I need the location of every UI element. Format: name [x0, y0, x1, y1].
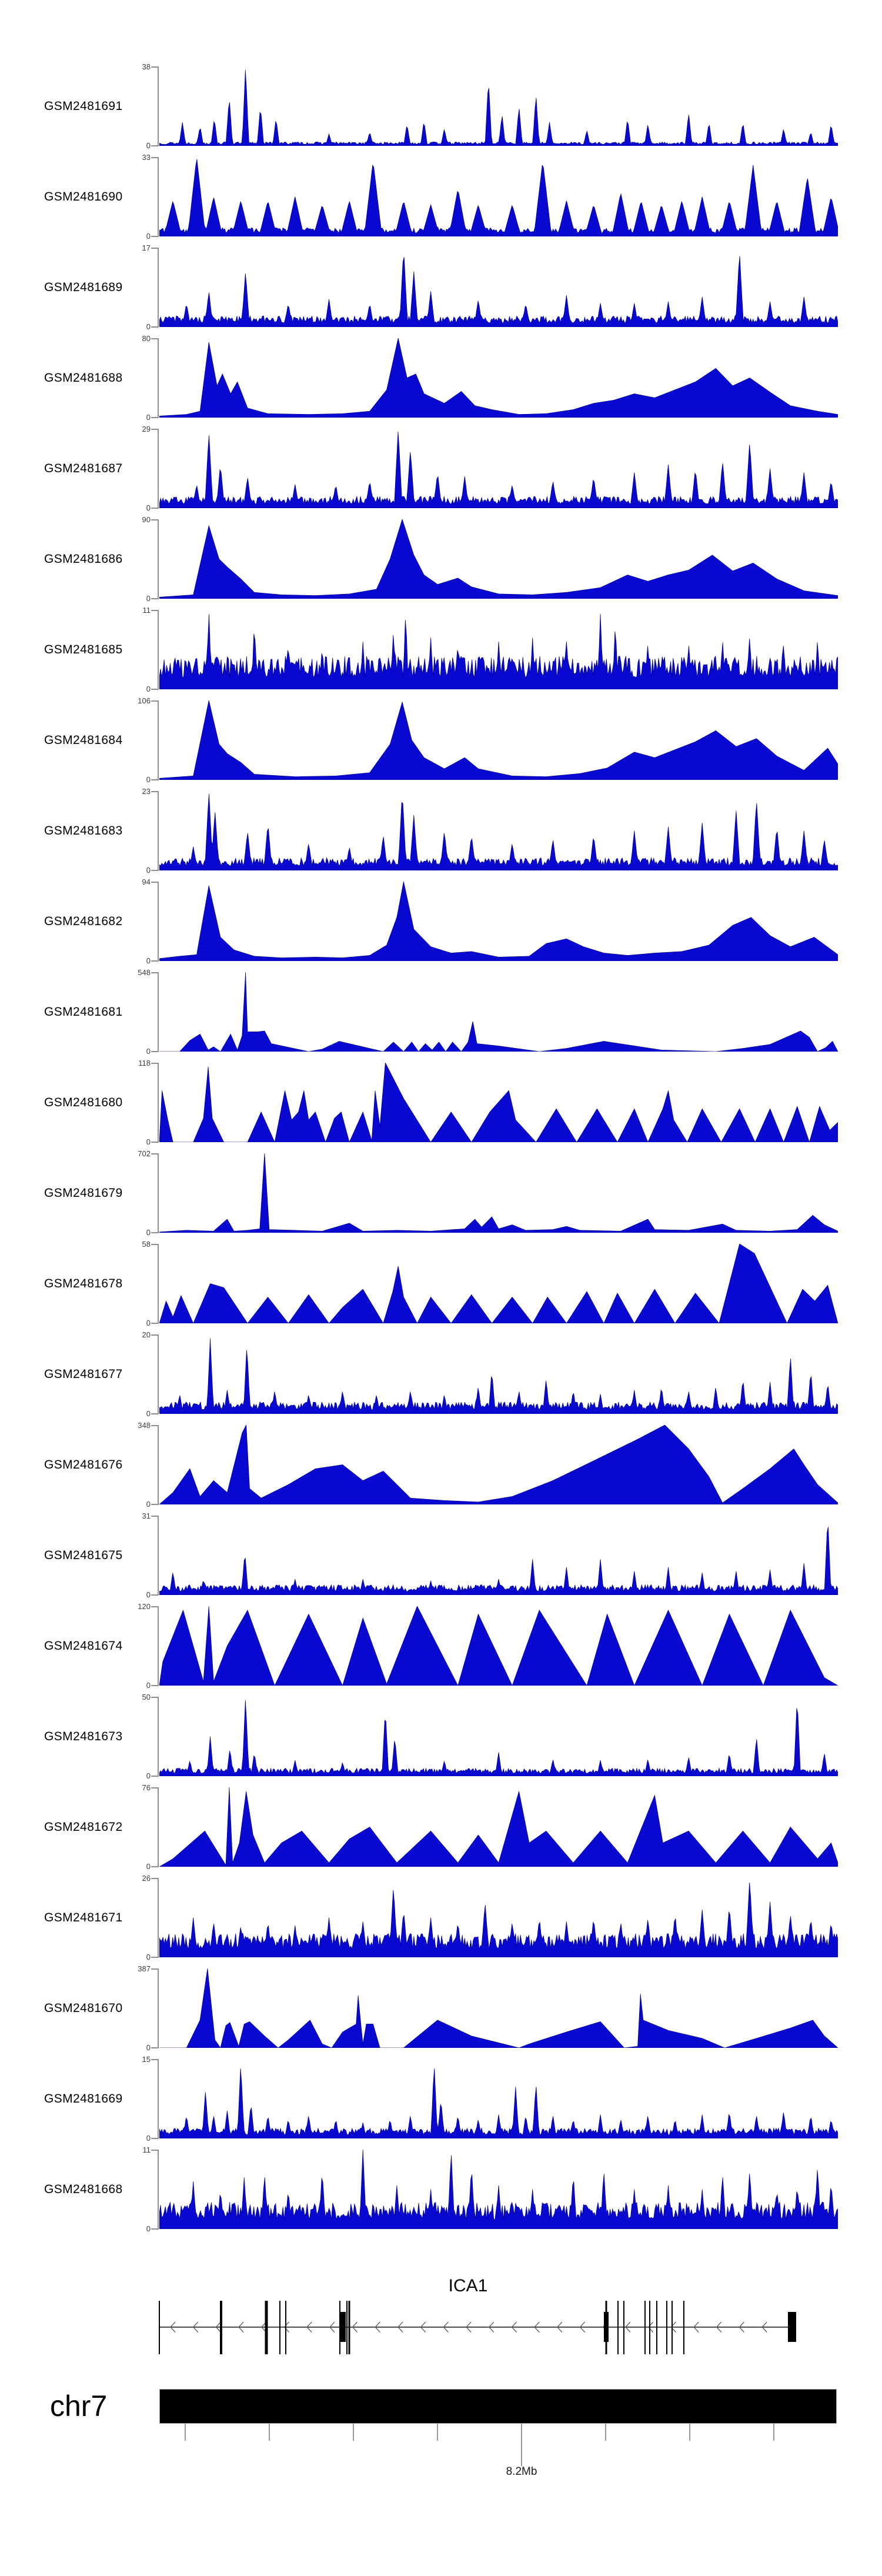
- track-label: GSM2481671: [44, 1911, 123, 1924]
- track-yaxis-tick-top: [151, 1697, 158, 1698]
- track-yaxis-line: [158, 1787, 159, 1867]
- track-yaxis-tick-top: [151, 429, 158, 430]
- coverage-track-row: [0, 1511, 882, 1599]
- track-yaxis-tick-top: [151, 1878, 158, 1879]
- track-yaxis-tick-bottom: [151, 1685, 158, 1686]
- track-label: GSM2481691: [44, 99, 123, 113]
- track-yaxis-tick-top: [151, 1968, 158, 1970]
- gene-title: ICA1: [448, 2276, 488, 2295]
- coverage-track-row: [0, 1602, 882, 1690]
- track-ymax-label: 348: [138, 1421, 151, 1430]
- track-label: GSM2481688: [44, 371, 123, 385]
- coverage-track-row: [0, 1874, 882, 1961]
- track-yaxis-line: [158, 882, 159, 962]
- track-yaxis-tick-bottom: [151, 1142, 158, 1143]
- track-yaxis-tick-bottom: [151, 689, 158, 690]
- track-ymin-label: 0: [146, 1500, 151, 1509]
- exon-line: [649, 2301, 650, 2354]
- track-ymax-label: 31: [142, 1511, 151, 1520]
- track-ymax-label: 20: [142, 1330, 151, 1339]
- coverage-track-row: [0, 62, 882, 150]
- track-ymin-label: 0: [146, 685, 151, 693]
- track-yaxis-tick-top: [151, 1244, 158, 1245]
- exon-box: [339, 2312, 346, 2342]
- track-ymax-label: 58: [142, 1240, 151, 1249]
- track-label: GSM2481674: [44, 1639, 123, 1653]
- track-ymin-label: 0: [146, 1771, 151, 1780]
- track-yaxis-tick-bottom: [151, 1594, 158, 1596]
- track-label: GSM2481680: [44, 1096, 123, 1109]
- track-ymax-label: 38: [142, 62, 151, 71]
- coverage-waveform: [159, 1606, 838, 1686]
- track-ymax-label: 29: [142, 425, 151, 433]
- track-yaxis-tick-bottom: [151, 1413, 158, 1414]
- coverage-waveform: [159, 1244, 838, 1323]
- coverage-waveform: [159, 519, 838, 599]
- track-label: GSM2481672: [44, 1820, 123, 1834]
- track-label: GSM2481684: [44, 733, 123, 747]
- track-label: GSM2481687: [44, 462, 123, 475]
- track-yaxis-tick-top: [151, 1153, 158, 1154]
- coverage-track-row: [0, 1059, 882, 1146]
- coverage-waveform: [159, 429, 838, 508]
- track-yaxis-tick-top: [151, 66, 158, 68]
- track-label: GSM2481689: [44, 281, 123, 294]
- track-ymin-label: 0: [146, 956, 151, 965]
- coverage-track-row: [0, 1421, 882, 1509]
- track-ymin-label: 0: [146, 1590, 151, 1599]
- track-yaxis-line: [158, 1606, 159, 1686]
- coverage-track-row: [0, 425, 882, 512]
- coverage-track-row: [0, 515, 882, 603]
- exon-line: [617, 2301, 619, 2354]
- track-ymax-label: 118: [138, 1059, 151, 1067]
- exon-line: [683, 2301, 684, 2354]
- gene-model: [153, 2295, 847, 2357]
- chromosome-ideogram: [159, 2389, 837, 2424]
- track-ymin-label: 0: [146, 322, 151, 331]
- track-yaxis-tick-bottom: [151, 417, 158, 418]
- track-yaxis-tick-bottom: [151, 2138, 158, 2139]
- exon-line: [656, 2301, 657, 2354]
- track-yaxis-tick-bottom: [151, 960, 158, 962]
- exon-line: [644, 2301, 646, 2354]
- track-yaxis-line: [158, 1697, 159, 1777]
- track-label: GSM2481668: [44, 2183, 123, 2196]
- coverage-waveform: [159, 1787, 838, 1867]
- track-yaxis-tick-top: [151, 2059, 158, 2060]
- track-yaxis-tick-top: [151, 791, 158, 792]
- coverage-waveform: [159, 1334, 838, 1414]
- track-label: GSM2481677: [44, 1367, 123, 1381]
- track-ymin-label: 0: [146, 1137, 151, 1146]
- track-ymin-label: 0: [146, 503, 151, 512]
- track-yaxis-line: [158, 66, 159, 146]
- track-yaxis-line: [158, 1063, 159, 1143]
- track-yaxis-tick-bottom: [151, 870, 158, 871]
- track-ymax-label: 106: [138, 696, 151, 705]
- track-ymin-label: 0: [146, 1862, 151, 1871]
- track-ymin-label: 0: [146, 1319, 151, 1327]
- track-label: GSM2481679: [44, 1186, 123, 1200]
- track-yaxis-tick-top: [151, 700, 158, 702]
- track-ymax-label: 76: [142, 1783, 151, 1792]
- track-label: GSM2481673: [44, 1730, 123, 1743]
- track-label: GSM2481685: [44, 643, 123, 656]
- track-yaxis-tick-top: [151, 1787, 158, 1788]
- track-yaxis-line: [158, 700, 159, 780]
- track-yaxis-line: [158, 1516, 159, 1596]
- track-yaxis-line: [158, 519, 159, 599]
- exon-box: [788, 2312, 796, 2342]
- coverage-track-row: [0, 1783, 882, 1871]
- coverage-waveform: [159, 2059, 838, 2138]
- coverage-track-row: [0, 968, 882, 1056]
- coverage-waveform: [159, 1425, 838, 1504]
- track-ymax-label: 80: [142, 334, 151, 343]
- track-ymin-label: 0: [146, 2134, 151, 2143]
- track-yaxis-line: [158, 429, 159, 509]
- track-yaxis-line: [158, 1968, 159, 2048]
- track-yaxis-line: [158, 2059, 159, 2139]
- coverage-track-row: [0, 787, 882, 875]
- coverage-track-row: [0, 606, 882, 693]
- coverage-track-row: [0, 1330, 882, 1418]
- track-yaxis-line: [158, 248, 159, 328]
- exon-line: [279, 2301, 280, 2354]
- track-yaxis-tick-bottom: [151, 1323, 158, 1324]
- track-yaxis-tick-top: [151, 1516, 158, 1517]
- track-yaxis-tick-top: [151, 519, 158, 520]
- coverage-track-row: [0, 153, 882, 241]
- track-ymax-label: 23: [142, 787, 151, 796]
- track-ymin-label: 0: [146, 866, 151, 875]
- exon-line: [265, 2301, 268, 2354]
- track-ymin-label: 0: [146, 232, 151, 241]
- coverage-track-row: [0, 877, 882, 965]
- track-ymax-label: 94: [142, 877, 151, 886]
- track-yaxis-line: [158, 1334, 159, 1414]
- track-yaxis-tick-bottom: [151, 779, 158, 780]
- gene-body-line: [159, 2327, 796, 2328]
- track-ymin-label: 0: [146, 141, 151, 150]
- coverage-waveform: [159, 1697, 838, 1776]
- track-yaxis-tick-top: [151, 610, 158, 611]
- exon-line: [285, 2301, 286, 2354]
- track-ymax-label: 15: [142, 2055, 151, 2064]
- coverage-track-row: [0, 1240, 882, 1327]
- coverage-waveform: [159, 700, 838, 780]
- coverage-track-row: [0, 1964, 882, 2052]
- track-label: GSM2481678: [44, 1277, 123, 1290]
- track-yaxis-tick-top: [151, 248, 158, 249]
- coverage-waveform: [159, 1878, 838, 1957]
- track-yaxis-tick-bottom: [151, 2047, 158, 2048]
- track-yaxis-tick-bottom: [151, 598, 158, 599]
- track-yaxis-tick-top: [151, 1606, 158, 1607]
- coverage-track-row: [0, 1149, 882, 1237]
- track-label: GSM2481683: [44, 824, 123, 837]
- exon-line: [349, 2301, 350, 2354]
- track-yaxis-tick-top: [151, 1425, 158, 1426]
- track-ymax-label: 50: [142, 1693, 151, 1701]
- track-yaxis-tick-bottom: [151, 145, 158, 146]
- coverage-waveform: [159, 1153, 838, 1233]
- track-yaxis-tick-bottom: [151, 1504, 158, 1505]
- track-ymin-label: 0: [146, 1953, 151, 1961]
- exon-line: [159, 2301, 160, 2354]
- track-ymin-label: 0: [146, 413, 151, 422]
- track-label: GSM2481675: [44, 1549, 123, 1562]
- track-yaxis-tick-bottom: [151, 1051, 158, 1052]
- coverage-waveform: [159, 882, 838, 961]
- genome-axis-ticks: [185, 2424, 774, 2466]
- track-label: GSM2481686: [44, 552, 123, 566]
- track-yaxis-line: [158, 1425, 159, 1505]
- track-ymax-label: 702: [138, 1149, 151, 1158]
- track-yaxis-line: [158, 1878, 159, 1958]
- track-label: GSM2481681: [44, 1005, 123, 1019]
- track-yaxis-tick-top: [151, 338, 158, 339]
- coverage-waveform: [159, 1968, 838, 2048]
- track-yaxis-tick-bottom: [151, 1957, 158, 1958]
- track-ymax-label: 11: [142, 606, 151, 615]
- track-ymax-label: 33: [142, 153, 151, 162]
- track-yaxis-tick-top: [151, 157, 158, 158]
- track-label: GSM2481690: [44, 190, 123, 203]
- coverage-waveform: [159, 972, 838, 1052]
- coverage-waveform: [159, 66, 838, 146]
- track-label: GSM2481676: [44, 1458, 123, 1471]
- track-yaxis-line: [158, 1244, 159, 1324]
- track-yaxis-tick-bottom: [151, 1776, 158, 1777]
- track-ymax-label: 11: [142, 2145, 151, 2154]
- coverage-track-row: [0, 696, 882, 784]
- coverage-track-row: [0, 1693, 882, 1780]
- track-yaxis-line: [158, 1153, 159, 1233]
- track-yaxis-line: [158, 610, 159, 690]
- track-ymax-label: 90: [142, 515, 151, 524]
- coverage-track-row: [0, 243, 882, 331]
- track-ymax-label: 548: [138, 968, 151, 977]
- coverage-waveform: [159, 1516, 838, 1595]
- track-yaxis-tick-top: [151, 972, 158, 973]
- track-ymax-label: 120: [138, 1602, 151, 1611]
- coverage-waveform: [159, 248, 838, 327]
- coverage-waveform: [159, 1063, 838, 1142]
- track-yaxis-tick-top: [151, 2150, 158, 2151]
- track-yaxis-tick-top: [151, 1334, 158, 1336]
- track-yaxis-tick-bottom: [151, 326, 158, 328]
- track-ymin-label: 0: [146, 1409, 151, 1418]
- chromosome-label: chr7: [50, 2390, 108, 2422]
- coverage-track-row: [0, 2145, 882, 2233]
- track-yaxis-tick-top: [151, 882, 158, 883]
- track-ymin-label: 0: [146, 1047, 151, 1056]
- coverage-track-row: [0, 2055, 882, 2143]
- track-ymin-label: 0: [146, 1681, 151, 1690]
- track-ymax-label: 387: [138, 1964, 151, 1973]
- track-yaxis-line: [158, 972, 159, 1052]
- exon-box: [604, 2312, 609, 2342]
- coverage-waveform: [159, 791, 838, 870]
- genome-axis-label: 8.2Mb: [506, 2465, 537, 2478]
- track-ymax-label: 17: [142, 243, 151, 252]
- track-yaxis-line: [158, 791, 159, 871]
- exon-line: [666, 2301, 667, 2354]
- coverage-waveform: [159, 610, 838, 689]
- track-yaxis-tick-bottom: [151, 508, 158, 509]
- exon-line: [346, 2301, 348, 2354]
- track-label: GSM2481670: [44, 2001, 123, 2015]
- track-ymin-label: 0: [146, 1228, 151, 1237]
- track-yaxis-line: [158, 338, 159, 418]
- exon-line: [671, 2301, 673, 2354]
- track-yaxis-tick-bottom: [151, 2228, 158, 2230]
- track-yaxis-tick-bottom: [151, 236, 158, 237]
- coverage-waveform: [159, 338, 838, 418]
- coverage-waveform: [159, 2150, 838, 2229]
- track-yaxis-tick-top: [151, 1063, 158, 1064]
- track-yaxis-tick-bottom: [151, 1866, 158, 1867]
- exon-line: [623, 2301, 624, 2354]
- track-ymax-label: 26: [142, 1874, 151, 1883]
- track-yaxis-tick-bottom: [151, 1232, 158, 1233]
- track-label: GSM2481669: [44, 2092, 123, 2105]
- track-ymin-label: 0: [146, 2224, 151, 2233]
- track-yaxis-line: [158, 157, 159, 237]
- coverage-track-row: [0, 334, 882, 422]
- track-ymin-label: 0: [146, 594, 151, 603]
- track-ymin-label: 0: [146, 2043, 151, 2052]
- exon-line: [220, 2301, 222, 2354]
- track-yaxis-line: [158, 2150, 159, 2230]
- track-ymin-label: 0: [146, 775, 151, 784]
- coverage-waveform: [159, 157, 838, 236]
- track-label: GSM2481682: [44, 915, 123, 928]
